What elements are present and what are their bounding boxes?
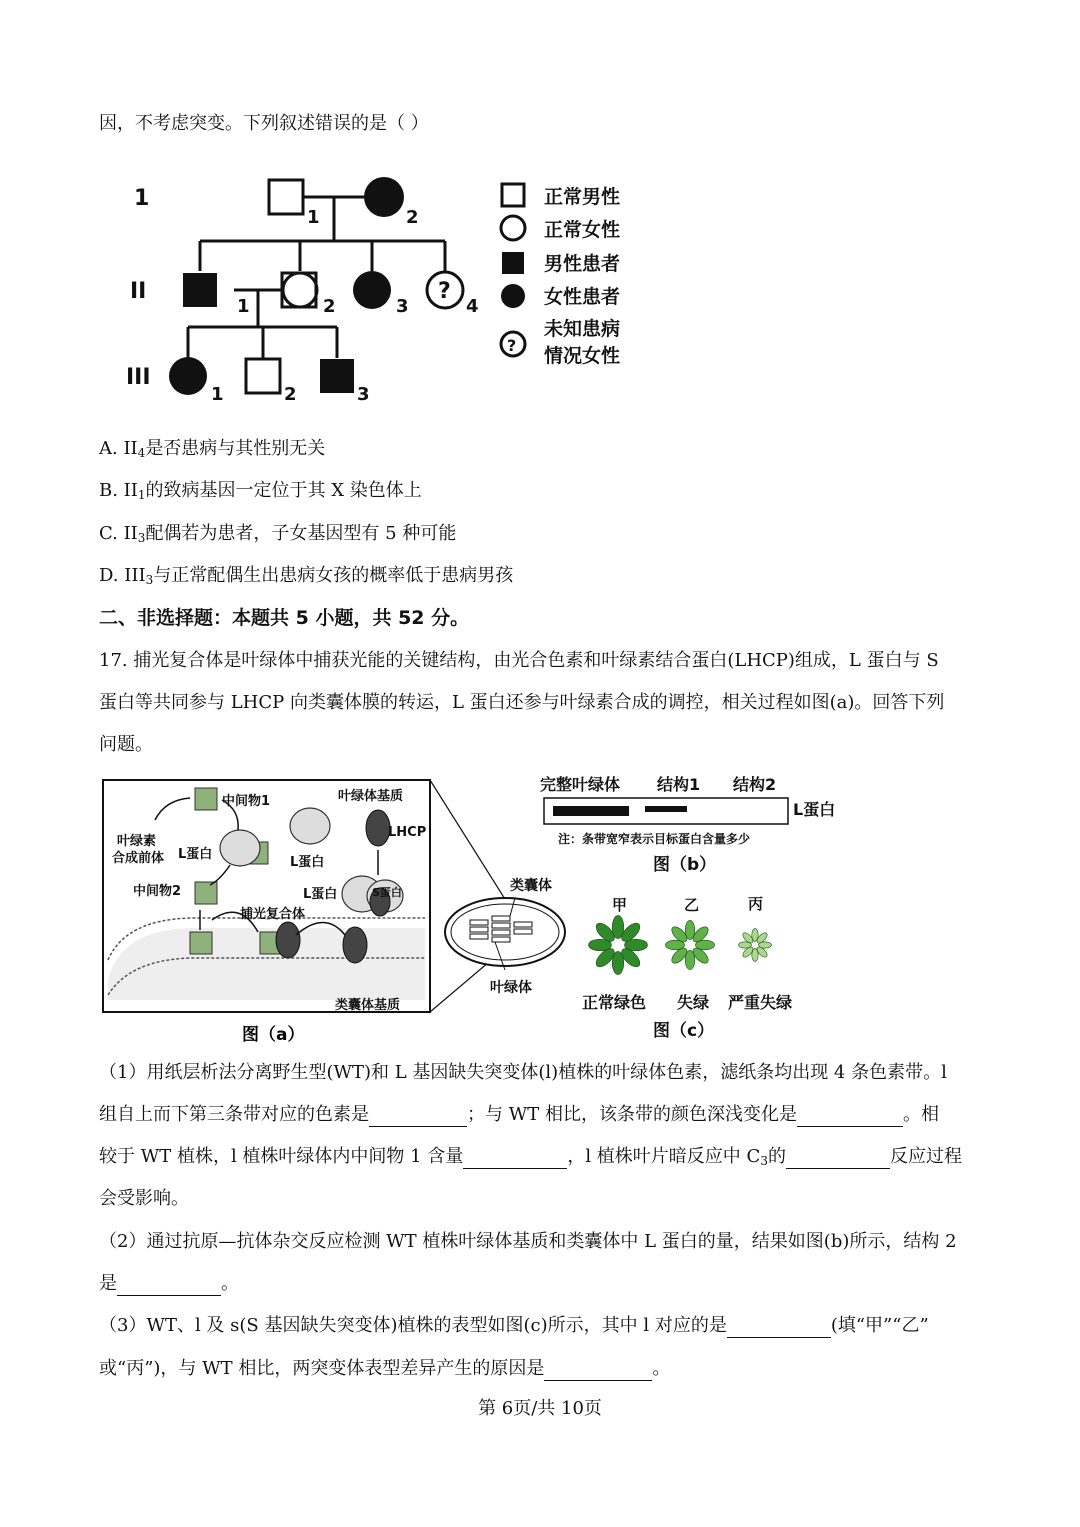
q17-1-line: （1）用纸层析法分离野生型(WT)和 L 基因缺失突变体(l)植株的叶绿体色素，滤纸条均出现 4 条色素带。l [99,1062,947,1083]
svg-text:合成前体: 合成前体 [112,851,165,866]
svg-text:失绿: 失绿 [677,993,710,1012]
svg-text:L蛋白: L蛋白 [303,887,338,902]
svg-text:2: 2 [406,207,419,228]
svg-text:结构1: 结构1 [657,775,701,794]
figure-panel [100,770,980,1050]
plant-rosette-icon [588,915,647,974]
gen-label: 1 [134,186,150,211]
option-d: D. $III_3$与正常配偶生出患病女孩的概率低于患病男孩 [99,565,514,587]
svg-text:1: 1 [307,207,320,228]
svg-text:L蛋白: L蛋白 [290,855,325,870]
svg-text:类囊体: 类囊体 [510,878,552,894]
svg-text:叶绿素: 叶绿素 [117,834,157,849]
svg-text:S蛋白: S蛋白 [372,886,402,899]
svg-text:叶绿体基质: 叶绿体基质 [338,789,404,804]
answer-blank[interactable] [544,1360,652,1381]
I1-normal-male [269,180,303,214]
svg-text:叶绿体: 叶绿体 [490,980,532,996]
protein-band [553,806,629,816]
q17-1-line: 较于 WT 植株，l 植株叶绿体内中间物 1 含量 ，l 植株叶片暗反应中 $C_3$的 反应过程 [99,1146,962,1168]
l-protein-icon [220,830,260,866]
answer-blank[interactable] [786,1148,890,1169]
figure-caption: 图（a） [242,1025,305,1045]
q17-intro-line: 蛋白等共同参与 LHCP 向类囊体膜的转运，L 蛋白还参与叶绿素合成的调控，相关过程如图(a)。回答下列 [99,692,945,713]
svg-text:中间物2: 中间物2 [133,884,182,899]
l-protein-icon [290,808,330,844]
svg-text:完整叶绿体: 完整叶绿体 [540,775,621,794]
answer-blank[interactable] [727,1317,831,1338]
answer-blank[interactable] [797,1106,903,1127]
svg-text:2: 2 [323,296,336,317]
svg-text:3: 3 [357,384,370,405]
legend-label: 正常女性 [544,219,621,241]
svg-text:结构2: 结构2 [733,775,777,794]
protein-band [645,806,687,812]
page-footer: 第 6页/共 10页 [478,1398,602,1419]
q17-3-line: 或“丙”)，与 WT 相比，两突变体表型差异产生的原因是 。 [99,1358,671,1379]
svg-text:LHCP: LHCP [388,825,427,840]
legend-label: 未知患病 [544,318,621,340]
plant-rosette-icon [739,929,772,962]
svg-text:1: 1 [211,384,224,405]
gen-label: III [126,365,151,390]
svg-text:1: 1 [237,296,250,317]
figure-caption: 图（c） [653,1021,715,1041]
svg-text:4: 4 [466,296,479,317]
option-c: C. $II_3$配偶若为患者，子女基因型有 5 种可能 [99,523,457,545]
lhcp-icon [366,810,390,846]
section-heading: 二、非选择题：本题共 5 小题，共 52 分。 [99,607,470,629]
svg-text:丙: 丙 [748,895,764,913]
svg-text:乙: 乙 [684,896,700,914]
svg-text:正常绿色: 正常绿色 [582,993,647,1012]
legend-label: 情况女性 [544,345,621,367]
intermediate-1-icon [195,788,217,810]
svg-text:2: 2 [284,384,297,405]
legend-label: 男性患者 [544,253,621,275]
q17-2-line: （2）通过抗原—抗体杂交反应检测 WT 植株叶绿体基质和类囊体中 L 蛋白的量，结果如图(b)所示，结构 2 [99,1231,957,1252]
unknown-mark: ? [438,279,451,304]
svg-text:注：条带宽窄表示目标蛋白含量多少: 注：条带宽窄表示目标蛋白含量多少 [558,832,751,846]
q17-3-line: （3）WT、l 及 s(S 基因缺失突变体)植株的表型如图(c)所示，其中 l 对应的是 (填“甲”“乙” [99,1315,929,1336]
q17-1-line: 组自上而下第三条带对应的色素是 ；与 WT 相比，该条带的颜色深浅变化是 。相 [99,1104,939,1125]
legend-label: 正常男性 [544,186,621,208]
svg-text:类囊体基质: 类囊体基质 [335,998,401,1013]
question-stem: 因，不考虑突变。下列叙述错误的是（ ） [99,113,429,134]
legend-label: 女性患者 [544,286,621,308]
intermediate-2-icon [195,882,217,904]
svg-text:3: 3 [396,296,409,317]
answer-blank[interactable] [463,1148,567,1169]
svg-text:中间物1: 中间物1 [222,794,271,809]
svg-text:?: ? [507,336,517,355]
svg-text:捕光复合体: 捕光复合体 [240,907,306,922]
q17-intro-line: 17. 捕光复合体是叶绿体中捕获光能的关键结构，由光合色素和叶绿素结合蛋白(LHCP)组成，L 蛋白与 S [99,650,939,671]
gen-label: II [130,279,147,304]
option-b: B. $II_1$的致病基因一定位于其 X 染色体上 [99,480,422,502]
svg-text:甲: 甲 [612,896,628,914]
answer-blank[interactable] [117,1275,221,1296]
figure-caption: 图（b） [653,855,717,875]
plant-rosette-icon [665,920,714,969]
q17-1-line: 会受影响。 [99,1188,189,1209]
chloroplast-diagram [445,898,565,970]
svg-text:严重失绿: 严重失绿 [728,993,793,1012]
pedigree-chart [120,165,660,415]
answer-blank[interactable] [369,1106,467,1127]
band-label: L蛋白 [793,800,836,819]
svg-text:L蛋白: L蛋白 [178,847,213,862]
q17-intro-line: 问题。 [99,734,153,755]
option-a: A. $II_4$是否患病与其性别无关 [99,438,326,460]
q17-2-line: 是 。 [99,1273,239,1294]
